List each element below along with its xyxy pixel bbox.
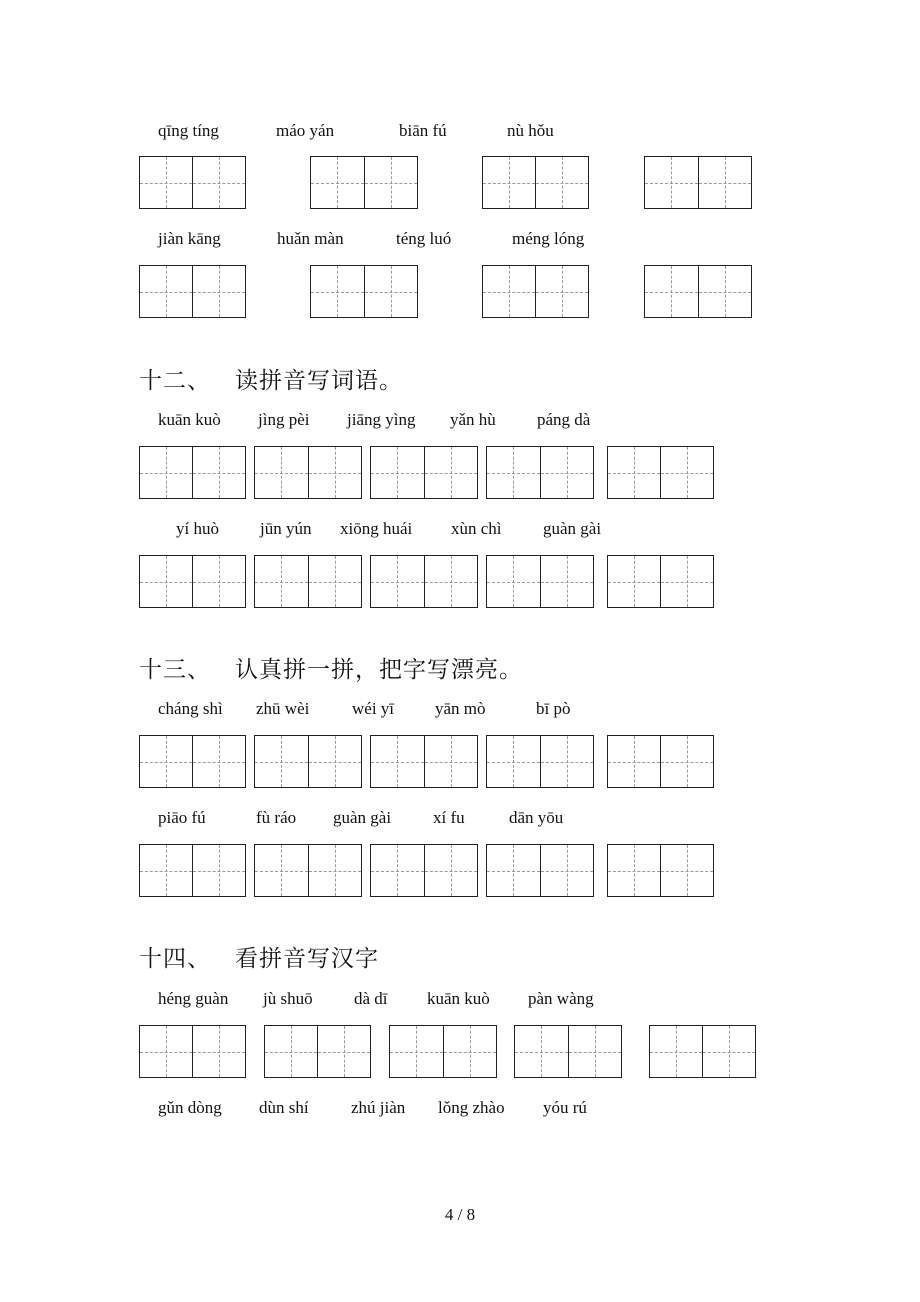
pinyin-label: jìng pèi [258,410,310,429]
writing-grid[interactable] [370,555,478,608]
pinyin-label: páng dà [537,410,591,429]
pinyin-label: jiāng yìng [347,410,416,429]
writing-grid[interactable] [310,156,418,209]
section-number: 十二、 [139,368,211,394]
pinyin-label: téng luó [396,229,452,248]
pinyin-label: pàn wàng [528,989,594,1008]
pinyin-label: jūn yún [260,519,312,538]
pinyin-label: xí fu [433,808,465,827]
writing-grid[interactable] [264,1025,371,1078]
pinyin-label: méng lóng [512,229,585,248]
writing-grid[interactable] [370,844,478,897]
writing-grid[interactable] [310,265,418,318]
pinyin-label: bī pò [536,699,571,718]
pinyin-label: zhú jiàn [351,1098,406,1117]
pinyin-label: yān mò [435,699,486,718]
pinyin-label: kuān kuò [427,989,490,1008]
pinyin-label: piāo fú [158,808,206,827]
pinyin-label: guàn gài [543,519,602,538]
writing-grid[interactable] [607,446,714,499]
writing-grid[interactable] [254,735,362,788]
section-number: 十三、 [139,657,211,683]
pinyin-label: guàn gài [333,808,392,827]
pinyin-label: yǎn hù [450,410,496,429]
section-heading [139,362,403,395]
section-title: 看拼音写汉字 [235,946,379,972]
pinyin-label: cháng shì [158,699,223,718]
writing-grid[interactable] [607,735,714,788]
writing-grid[interactable] [139,156,246,209]
writing-grid[interactable] [482,265,589,318]
pinyin-label: biān fú [399,121,447,140]
section-heading [139,651,523,684]
writing-grid[interactable] [139,844,246,897]
writing-grid[interactable] [389,1025,497,1078]
writing-grid[interactable] [482,156,589,209]
writing-grid[interactable] [649,1025,756,1078]
writing-grid[interactable] [139,735,246,788]
writing-grid[interactable] [607,844,714,897]
pinyin-label: xùn chì [451,519,502,538]
section-title: 读拼音写词语。 [235,368,403,394]
writing-grid[interactable] [370,735,478,788]
writing-grid[interactable] [486,844,594,897]
pinyin-label: zhū wèi [256,699,310,718]
writing-grid[interactable] [139,265,246,318]
pinyin-label: nù hǒu [507,121,554,140]
pinyin-label: dà dī [354,989,388,1008]
writing-grid[interactable] [486,446,594,499]
writing-grid[interactable] [139,446,246,499]
pinyin-label: fù ráo [256,808,297,827]
pinyin-label: jiàn kāng [158,229,221,248]
pinyin-label: gǔn dòng [158,1098,222,1117]
page-number: 4 / 8 [444,1205,476,1224]
section-number: 十四、 [139,946,211,972]
pinyin-label: huǎn màn [277,229,344,248]
section-heading [139,940,379,973]
pinyin-label: kuān kuò [158,410,221,429]
writing-grid[interactable] [514,1025,622,1078]
writing-grid[interactable] [139,555,246,608]
pinyin-label: dùn shí [259,1098,309,1117]
writing-grid[interactable] [644,265,752,318]
writing-grid[interactable] [486,735,594,788]
writing-grid[interactable] [486,555,594,608]
writing-grid[interactable] [139,1025,246,1078]
pinyin-label: xiōng huái [340,519,413,538]
writing-grid[interactable] [644,156,752,209]
pinyin-label: dān yōu [509,808,564,827]
pinyin-label: wéi yī [352,699,395,718]
pinyin-label: qīng tíng [158,121,219,140]
pinyin-label: yí huò [176,519,219,538]
writing-grid[interactable] [607,555,714,608]
writing-grid[interactable] [254,555,362,608]
section-title: 认真拼一拼，把字写漂亮。 [235,657,523,683]
writing-grid[interactable] [370,446,478,499]
pinyin-label: máo yán [276,121,335,140]
pinyin-label: héng guàn [158,989,229,1008]
writing-grid[interactable] [254,446,362,499]
writing-grid[interactable] [254,844,362,897]
pinyin-label: lǒng zhào [438,1098,505,1117]
pinyin-label: yóu rú [543,1098,587,1117]
pinyin-label: jù shuō [263,989,313,1008]
